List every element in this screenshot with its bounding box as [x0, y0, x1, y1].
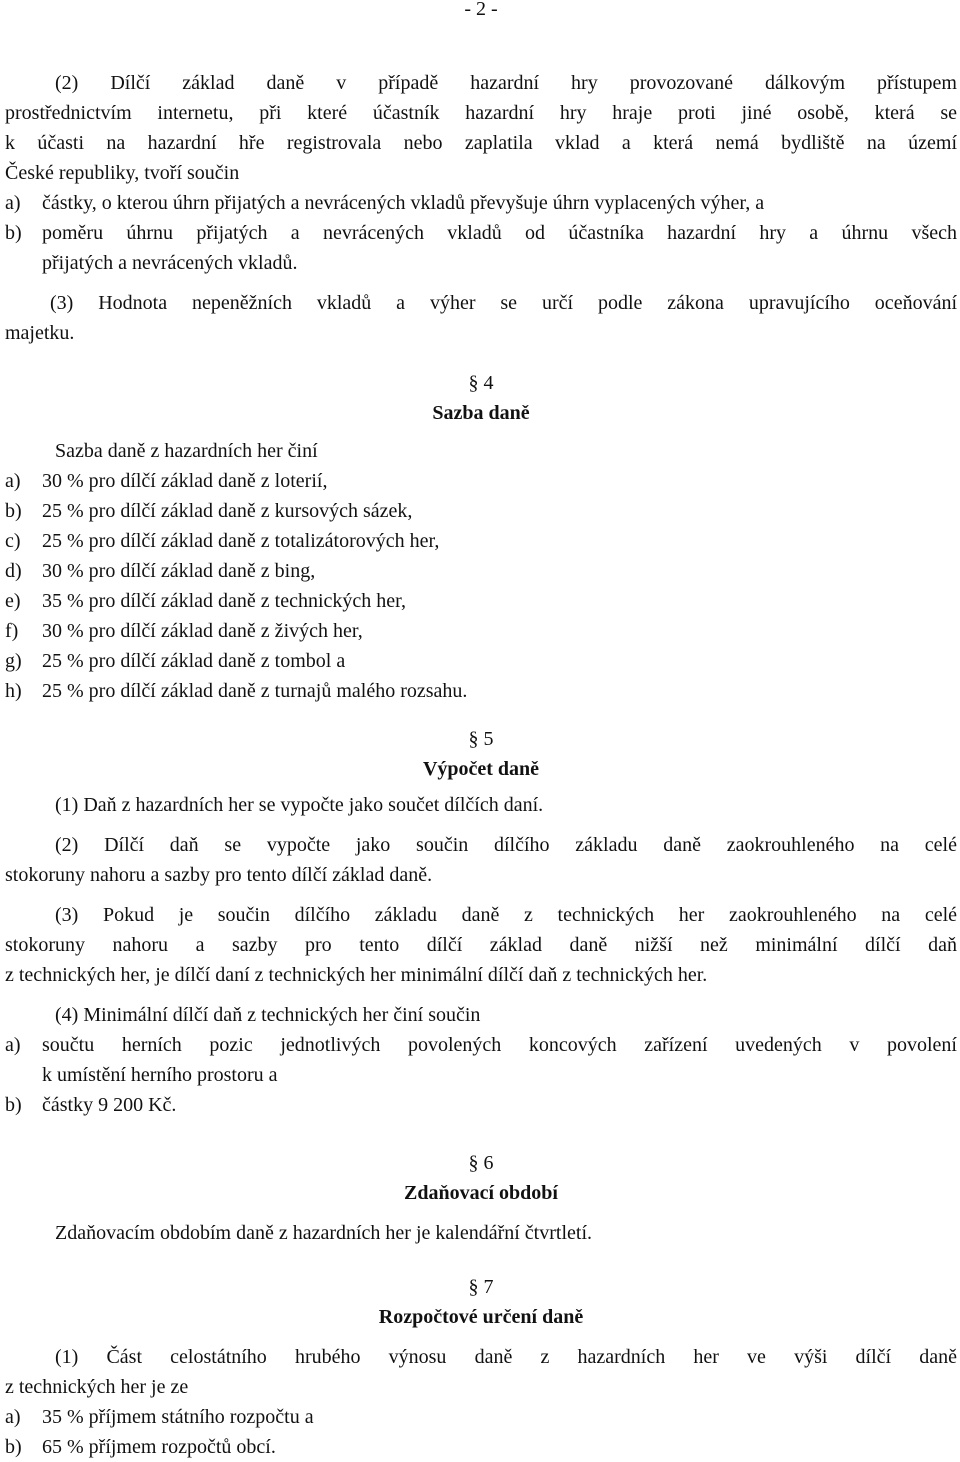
section-4-number: § 4 — [468, 372, 494, 394]
section-4-title: Sazba daně — [432, 402, 530, 424]
section-7-number: § 7 — [468, 1276, 494, 1298]
section-5-item-b — [5, 1090, 957, 1120]
list-item-text: 25 % pro dílčí základ daně z totalizátorových her, — [42, 530, 440, 552]
section-4-lead: Sazba daně z hazardních her činí — [55, 440, 318, 462]
revenue-item — [5, 1402, 957, 1432]
list-marker: a) — [5, 1034, 21, 1056]
list-item-text: 35 % příjmem státního rozpočtu a — [42, 1406, 314, 1428]
section-5-p4: (4) Minimální dílčí daň z technických her činí součin — [55, 1004, 481, 1026]
list-item-text: částky 9 200 Kč. — [42, 1094, 177, 1116]
rate-item — [5, 586, 957, 616]
list-item-text: poměru úhrnu přijatých a nevrácených vkladů od účastníka hazardní hry a úhrnu všech — [42, 222, 957, 244]
intro-p3-line: majetku. — [5, 322, 75, 344]
intro-section — [5, 68, 957, 348]
rate-item — [5, 496, 957, 526]
list-item-text: 30 % pro dílčí základ daně z živých her, — [42, 620, 363, 642]
intro-p2-line: prostřednictvím internetu, při které účastník hazardní hry hraje proti jiné osobě, která se — [5, 102, 957, 124]
list-marker: a) — [5, 192, 21, 214]
rate-item — [5, 466, 957, 496]
list-marker: e) — [5, 590, 21, 612]
section-6-number: § 6 — [468, 1152, 494, 1174]
list-item-text: 25 % pro dílčí základ daně z turnajů malého rozsahu. — [42, 680, 468, 702]
list-marker: g) — [5, 650, 22, 672]
list-marker: b) — [5, 222, 22, 244]
section-5 — [5, 724, 957, 1120]
section-7 — [5, 1272, 957, 1462]
section-5-p2-line: (2) Dílčí daň se vypočte jako součin dílčího základu daně zaokrouhleného na celé — [55, 834, 957, 856]
section-5-p3-line: stokoruny nahoru a sazby pro tento dílčí základ daně nižší než minimální dílčí daň — [5, 934, 957, 956]
section-7-p1-line: z technických her je ze — [5, 1376, 189, 1398]
rate-item — [5, 646, 957, 676]
intro-item-b — [5, 218, 957, 278]
list-item-text: 30 % pro dílčí základ daně z loterií, — [42, 470, 328, 492]
rate-item — [5, 556, 957, 586]
rate-item — [5, 526, 957, 556]
list-item-text: přijatých a nevrácených vkladů. — [42, 252, 298, 274]
section-7-p1-line: (1) Část celostátního hrubého výnosu daně z hazardních her ve výši dílčí daně — [55, 1346, 957, 1368]
section-6-p1: Zdaňovacím obdobím daně z hazardních her je kalendářní čtvrtletí. — [55, 1222, 593, 1244]
section-5-title: Výpočet daně — [422, 758, 540, 780]
list-item-text: 35 % pro dílčí základ daně z technických her, — [42, 590, 407, 612]
section-6-title: Zdaňovací období — [404, 1182, 558, 1204]
section-5-p1: (1) Daň z hazardních her se vypočte jako součet dílčích daní. — [55, 794, 544, 816]
list-marker: a) — [5, 1406, 21, 1428]
list-item-text: součtu herních pozic jednotlivých povolených koncových zařízení uvedených v povolení — [42, 1034, 957, 1056]
rate-item — [5, 676, 957, 706]
rate-item — [5, 616, 957, 646]
section-7-title: Rozpočtové určení daně — [378, 1306, 584, 1328]
section-4 — [5, 368, 957, 706]
list-item-text: 25 % pro dílčí základ daně z kursových sázek, — [42, 500, 413, 522]
intro-p2-line: České republiky, tvoří součin — [5, 162, 240, 184]
list-marker: a) — [5, 470, 21, 492]
list-marker: f) — [5, 620, 19, 642]
intro-p2-line: k účasti na hazardní hře registrovala nebo zaplatila vklad a která nemá bydliště na území — [5, 132, 957, 154]
section-5-number: § 5 — [468, 728, 494, 750]
intro-p3-line: (3) Hodnota nepeněžních vkladů a výher se určí podle zákona upravujícího oceňování — [50, 292, 957, 314]
list-marker: b) — [5, 500, 22, 522]
list-item-text: 65 % příjmem rozpočtů obcí. — [42, 1436, 276, 1458]
list-item-text: k umístění herního prostoru a — [42, 1064, 278, 1086]
page-number: - 2 - — [464, 0, 498, 20]
revenue-item — [5, 1432, 957, 1462]
list-item-text: částky, o kterou úhrn přijatých a nevrácených vkladů převyšuje úhrn vyplacených výher, a — [42, 192, 765, 214]
list-item-text: 30 % pro dílčí základ daně z bing, — [42, 560, 316, 582]
section-5-p2-line: stokoruny nahoru a sazby pro tento dílčí základ daně. — [5, 864, 433, 886]
section-5-p3-line: (3) Pokud je součin dílčího základu daně z technických her zaokrouhleného na celé — [55, 904, 957, 926]
list-marker: b) — [5, 1436, 22, 1458]
section-5-p3-line: z technických her, je dílčí daní z technických her minimální dílčí daň z technických her. — [5, 964, 708, 986]
section-5-item-a — [5, 1030, 957, 1090]
list-marker: d) — [5, 560, 22, 582]
list-marker: c) — [5, 530, 21, 552]
list-marker: b) — [5, 1094, 22, 1116]
list-item-text: 25 % pro dílčí základ daně z tombol a — [42, 650, 346, 672]
intro-p2-line: (2) Dílčí základ daně v případě hazardní hry provozované dálkovým přístupem — [55, 72, 957, 94]
list-marker: h) — [5, 680, 22, 702]
intro-item-a — [5, 188, 957, 218]
section-6 — [5, 1148, 957, 1248]
